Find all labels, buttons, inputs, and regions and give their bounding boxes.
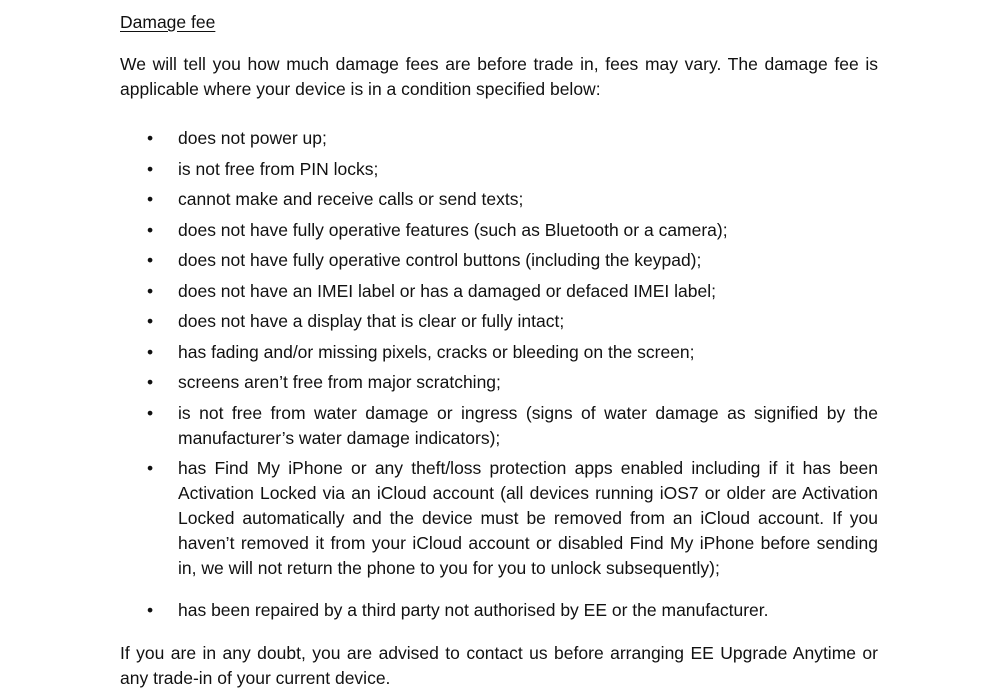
list-item-text: is not free from PIN locks;: [178, 158, 379, 179]
list-item-text: has fading and/or missing pixels, cracks or bleeding on the screen;: [178, 341, 695, 362]
list-item: [120, 340, 878, 365]
list-item-text: does not have a display that is clear or fully intact;: [178, 311, 565, 331]
bullet-icon: •: [147, 189, 154, 209]
intro-paragraph: We will tell you how much damage fees are before trade in, fees may vary. The damage fee is applicable where your device is in a condition specified below:: [120, 54, 878, 99]
list-item: [120, 126, 878, 151]
list-item: [120, 157, 878, 182]
condition-list: [120, 126, 878, 629]
bullet-icon: •: [147, 341, 154, 362]
list-item: [120, 309, 878, 334]
list-item: [120, 456, 878, 581]
section-heading: Damage fee: [120, 12, 216, 32]
list-item: [120, 598, 878, 623]
list-item-text: does not have fully operative features (such as Bluetooth or a camera);: [178, 219, 728, 240]
list-item: [120, 218, 878, 243]
bullet-icon: •: [147, 280, 154, 301]
closing-paragraph: If you are in any doubt, you are advised to contact us before arranging EE Upgrade Anytime or any trade-in of your current device.: [120, 643, 878, 688]
bullet-icon: •: [147, 402, 154, 423]
list-item: [120, 401, 878, 451]
bullet-icon: •: [147, 219, 154, 240]
list-item-text: is not free from water damage or ingress (signs of water damage as signified by the manufacturer’s water damage indicators);: [178, 402, 878, 448]
bullet-icon: •: [147, 458, 154, 478]
list-item: [120, 279, 878, 304]
bullet-icon: •: [147, 311, 154, 331]
list-item-text: has been repaired by a third party not authorised by EE or the manufacturer.: [178, 600, 769, 620]
bullet-icon: •: [147, 158, 154, 179]
list-item-text: has Find My iPhone or any theft/loss protection apps enabled including if it has been Activation Locked via an iCloud account (all devices running iOS7 or older are Activation Locked automatically and the device must be removed from an iCloud account. If you haven’t removed it from your iCloud account or disabled Find My iPhone before sending in, we will not return the phone to you for you to unlock subsequently);: [178, 458, 878, 578]
list-item: [120, 187, 878, 212]
list-item: [120, 370, 878, 395]
list-item: [120, 248, 878, 273]
list-item-text: does not power up;: [178, 128, 327, 148]
bullet-icon: •: [147, 372, 154, 392]
bullet-icon: •: [147, 600, 154, 620]
bullet-icon: •: [147, 250, 154, 270]
bullet-icon: •: [147, 128, 154, 148]
list-item-text: does not have an IMEI label or has a damaged or defaced IMEI label;: [178, 280, 716, 301]
list-item-text: screens aren’t free from major scratching;: [178, 372, 501, 392]
list-item-text: cannot make and receive calls or send texts;: [178, 189, 524, 209]
list-item-text: does not have fully operative control buttons (including the keypad);: [178, 250, 702, 270]
